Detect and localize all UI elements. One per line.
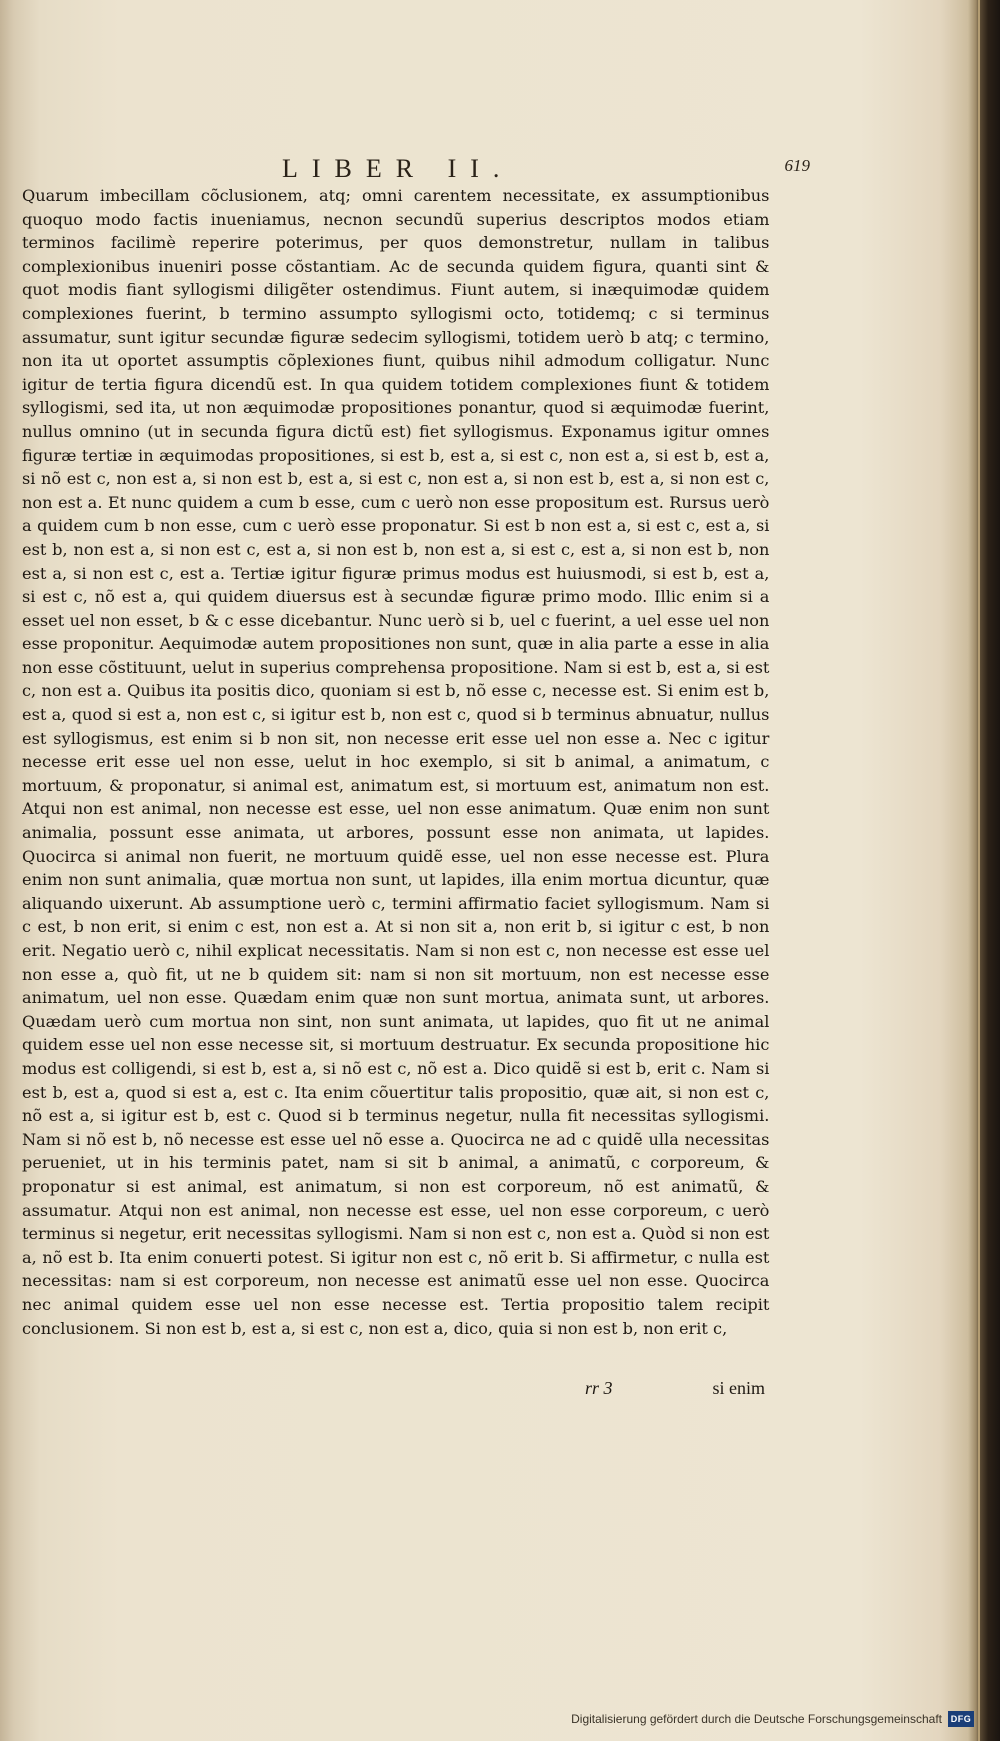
dfg-logo-icon: DFG xyxy=(948,1711,974,1727)
body-text-block: Quarum imbecillam cõclusionem, atq; omni carentem necessitate, ex assumptionibus quoquo modo factis inueniamus, necnon secundũ superius descriptos modos etiam terminos facilimè reperire poterimus, per quos demonstretur, nullam in talibus complexionibus inueniri posse cõstantiam. Ac de secunda quidem figura, quanti sint & quot modis fiant syllogismi diligẽter ostendimus. Fiunt autem, si inæquimodæ quidem complexiones fuerint, b termino assumpto syllogismi octo, totidemq; c si terminus assumatur, sunt igitur secundæ figuræ sedecim syllogismi, totidem uerò b atq; c termino, non ita ut oportet assumptis cõplexiones fiunt, quibus nihil admodum colligatur. Nunc igitur de tertia figura dicendũ est. In qua quidem totidem complexiones fiunt & totidem syllogismi, sed ita, ut non æquimodæ propositiones ponantur, quod si æquimodæ fuerint, nullus omnino (ut in secunda figura dictũ est) fiet syllogismus. Exponamus igitur omnes figuræ tertiæ in æquimodas propositiones, si est b, est a, si est c, non est a, si est b, est a, si nõ est c, non est a, si non est b, est a, si est c, non est a, si non est b, est a, si non est c, non est a. Et nunc quidem a cum b esse, cum c uerò non esse propositum est. Rursus uerò a quidem cum b non esse, cum c uerò esse proponatur. Si est b non est a, si est c, est a, si est b, non est a, si non est c, est a, si non est b, non est a, si est c, est a, si non est b, non est a, si non est c, est a. Tertiæ igitur figuræ primus modus est huiusmodi, si est b, est a, si est c, nõ est a, qui quidem diuersus est à secundæ figuræ primo modo. Illic enim si a esset uel non esset, b & c esse dicebantur. Nunc uerò si b, uel c fuerint, a uel esse uel non esse proponitur. Aequimodæ autem propositiones non sunt, quæ in alia parte a esse in alia non esse cõstituunt, uelut in superius comprehensa propositione. Nam si est b, est a, si est c, non est a. Quibus ita positis dico, quoniam si est b, nõ esse c, necesse est. Si enim est b, est a, quod si est a, non est c, si igitur est b, non est c, quod si b terminus abnuatur, nullus est syllogismus, est enim si b non sit, non necesse erit esse uel non esse a. Nec c igitur necesse erit esse uel non esse, uelut in hoc exemplo, si sit b animal, a animatum, c mortuum, & proponatur, si animal est, animatum est, si mortuum est, animatum non est. Atqui non est animal, non necesse est esse, uel non esse animatum. Quæ enim non sunt animalia, possunt esse animata, ut arbores, possunt esse non animata, ut lapides. Quocirca si animal non fuerit, ne mortuum quidẽ esse, uel non esse necesse est. Plura enim non sunt animalia, quæ mortua non sunt, ut lapides, illa enim mortua dicuntur, quæ aliquando uixerunt. Ab assumptione uerò c, termini affirmatio faciet syllogismum. Nam si c est, b non erit, si enim c est, non est a. At si non sit a, non erit b, si igitur c est, b non erit. Negatio uerò c, nihil explicat necessitatis. Nam si non est c, non necesse est esse uel non esse a, quò fit, ut ne b quidem sit: nam si non sit mortuum, non est necesse esse animatum, uel non esse. Quædam enim quæ non sunt mortua, animata sunt, ut arbores. Quædam uerò cum mortua non sint, non sunt animata, ut lapides, quo fit ut ne animal quidem esse uel non esse necesse sit, si mortuum destruatur. Ex secunda propositione hic modus est colligendi, si est b, est a, si nõ est c, nõ est a. Dico quidẽ si est b, erit c. Nam si est b, est a, quod si est a, est c. Ita enim cõuertitur talis propositio, quæ ait, si non est c, nõ est a, si igitur est b, est c. Quod si b terminus negetur, nulla fit necessitas syllogismi. Nam si nõ est b, nõ necesse est esse uel nõ esse a. Quocirca ne ad c quidẽ ulla necessitas perueniet, ut in his terminis patet, nam si sit b animal, a animatũ, c corporeum, & proponatur si est animal, est animatum, si non est corporeum, nõ est animatũ, & assumatur. Atqui non est animal, non necesse est esse, uel non esse corporeum, c uerò terminus si negetur, erit necessitas syllogismi. Nam si non est c, non est a. Quòd si non est a, nõ est b. Ita enim conuerti potest. Si igitur non est c, nõ erit b. Si affirmetur, c nulla est necessitas: nam si est corporeum, non necesse est animatũ esse uel non esse. Quocirca nec animal quidem esse uel non esse necesse est. Tertia propositio talem recipit conclusionem. Si non est b, est a, si est c, non est a, dico, quia si non est b, non erit c, xyxy=(22,186,770,1338)
book-section-title: LIBER II. xyxy=(282,154,514,183)
page-foot-marks xyxy=(585,1378,785,1404)
page-number: 619 xyxy=(784,156,810,175)
signature-mark: rr 3 xyxy=(585,1378,613,1398)
digitization-credit: Digitalisierung gefördert durch die Deutsche Forschungsgemeinschaft xyxy=(571,1712,942,1726)
catchword: si enim xyxy=(712,1378,765,1398)
digitization-footer xyxy=(571,1709,974,1729)
